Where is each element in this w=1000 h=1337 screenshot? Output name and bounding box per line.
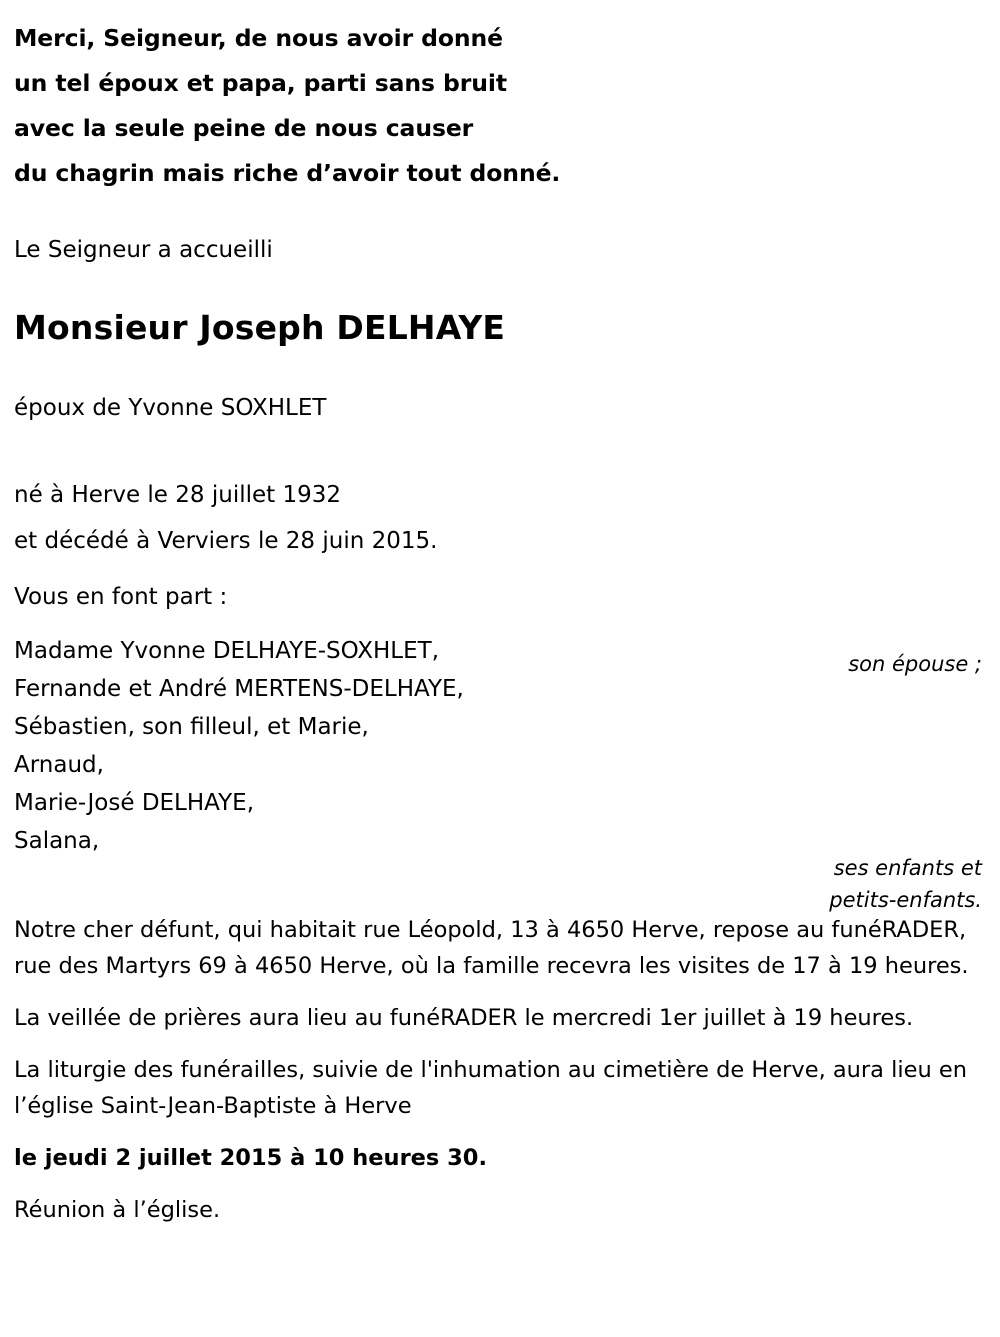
death-line: et décédé à Verviers le 28 juin 2015. <box>14 528 438 554</box>
family-member: Marie-José DELHAYE, <box>14 790 255 816</box>
poem-line-4: du chagrin mais riche d’avoir tout donné. <box>14 159 561 187</box>
relation-spouse-label: son épouse ; <box>848 652 982 676</box>
info-paragraph-vigil: La veillée de prières aura lieu au funéRADER le mercredi 1er juillet à 19 heures. <box>14 1005 914 1031</box>
poem-line-1: Merci, Seigneur, de nous avoir donné <box>14 24 504 52</box>
announce-intro: Vous en font part : <box>14 584 228 610</box>
deceased-name: Monsieur Joseph DELHAYE <box>14 308 506 347</box>
relation-children-line2: petits-enfants. <box>829 888 982 912</box>
family-member: Sébastien, son filleul, et Marie, <box>14 714 369 740</box>
spouse-of-text: époux de Yvonne SOXHLET <box>14 395 327 421</box>
poem-line-3: avec la seule peine de nous causer <box>14 114 474 142</box>
family-list <box>14 632 986 912</box>
relation-children-label <box>829 852 982 916</box>
family-member: Madame Yvonne DELHAYE-SOXHLET, <box>14 638 440 664</box>
announcement-block <box>14 578 986 616</box>
ceremony-datetime: le jeudi 2 juillet 2015 à 10 heures 30. <box>14 1145 488 1171</box>
birth-line: né à Herve le 28 juillet 1932 <box>14 482 341 508</box>
family-member: Arnaud, <box>14 752 104 778</box>
meeting-place: Réunion à l’église. <box>14 1197 221 1223</box>
birth-death-block <box>14 472 986 564</box>
poem-block <box>14 16 986 196</box>
family-member: Salana, <box>14 828 100 854</box>
family-member: Fernande et André MERTENS-DELHAYE, <box>14 676 464 702</box>
intro-text: Le Seigneur a accueilli <box>14 237 273 263</box>
relation-children-line1: ses enfants et <box>833 856 982 880</box>
info-paragraph-liturgy: La liturgie des funérailles, suivie de l'inhumation au cimetière de Herve, aura lieu en l’église Saint-Jean-Baptiste à Herve <box>14 1057 967 1119</box>
poem-line-2: un tel époux et papa, parti sans bruit <box>14 69 507 97</box>
funeral-info-block <box>14 912 986 1228</box>
info-paragraph-residence: Notre cher défunt, qui habitait rue Léopold, 13 à 4650 Herve, repose au funéRADER, rue des Martyrs 69 à 4650 Herve, où la famille recevra les visites de 17 à 19 heures. <box>14 917 969 979</box>
